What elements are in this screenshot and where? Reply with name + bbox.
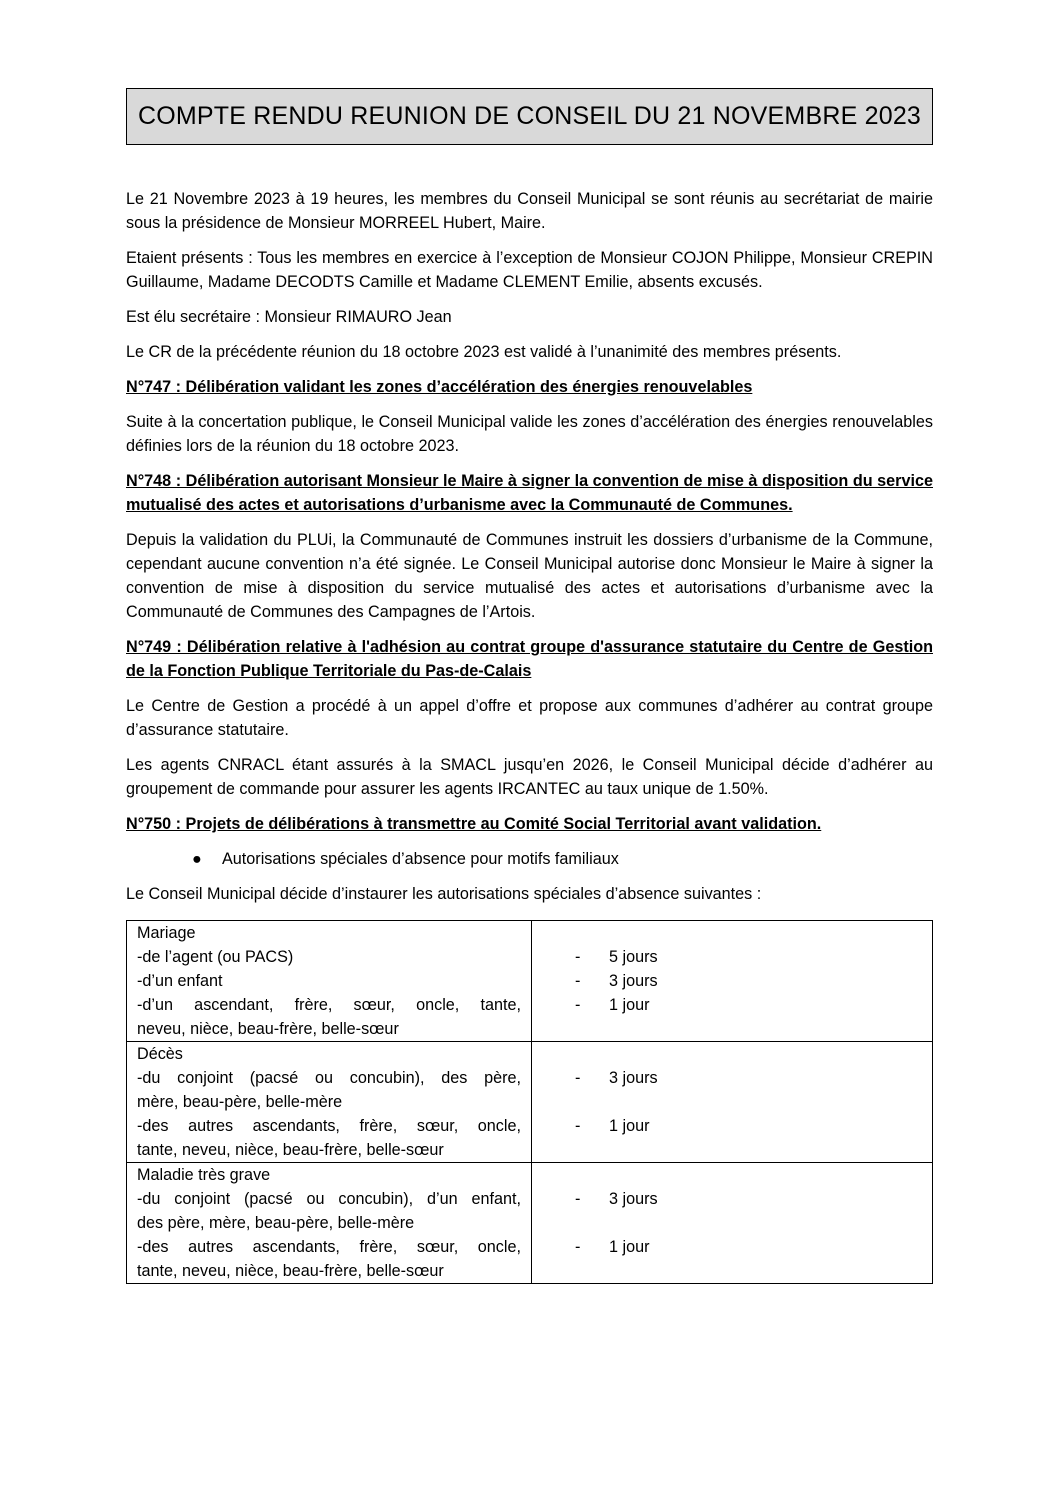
table-row <box>127 1163 933 1284</box>
bullet-text: Autorisations spéciales d’absence pour motifs familiaux <box>222 850 619 868</box>
table-cell-left: Mariage -de l’agent (ou PACS) -d’un enfant -d’un ascendant, frère, sœur, oncle, tante, neveu, nièce, beau-frère, belle-sœur <box>127 921 532 1042</box>
bullet-item <box>126 847 933 871</box>
bullet-icon: ● <box>192 850 202 868</box>
table-cell-right: - 5 jours - 3 jours - 1 jour <box>532 921 933 1042</box>
deliberation-paragraph: Suite à la concertation publique, le Conseil Municipal valide les zones d’accélération des énergies renouvelables définies lors de la réunion du 18 octobre 2023. <box>126 413 933 455</box>
intro-paragraph: Etaient présents : Tous les membres en exercice à l’exception de Monsieur COJON Philippe, Monsieur CREPIN Guillaume, Madame DECODTS Camille et Madame CLEMENT Emilie, absents excusés. <box>126 249 933 291</box>
table-cell-left: Décès -du conjoint (pacsé ou concubin), des père, mère, beau-père, belle-mère -des autres ascendants, frère, sœur, oncle, tante, neveu, nièce, beau-frère, belle-sœur <box>127 1042 532 1163</box>
intro-paragraph: Le CR de la précédente réunion du 18 octobre 2023 est validé à l’unanimité des membres présents. <box>126 343 842 361</box>
absence-table <box>126 920 933 1284</box>
deliberation-heading-747: N°747 : Délibération validant les zones d’accélération des énergies renouvelables <box>126 378 753 396</box>
table-cell-right: - 3 jours - 1 jour <box>532 1163 933 1284</box>
deliberation-paragraph: Les agents CNRACL étant assurés à la SMACL jusqu’en 2026, le Conseil Municipal décide d’adhérer au groupement de commande pour assurer les agents IRCANTEC au taux unique de 1.50%. <box>126 756 933 798</box>
table-cell-right: - 3 jours - 1 jour <box>532 1042 933 1163</box>
document-page <box>126 88 933 1284</box>
table-row <box>127 1042 933 1163</box>
deliberation-heading-749: N°749 : Délibération relative à l'adhésion au contrat groupe d'assurance statutaire du Centre de Gestion de la Fonction Publique Territoriale du Pas-de-Calais <box>126 638 933 680</box>
document-body <box>126 187 933 1284</box>
deliberation-paragraph: Le Centre de Gestion a procédé à un appel d’offre et propose aux communes d’adhérer au contrat groupe d’assurance statutaire. <box>126 697 933 739</box>
table-row <box>127 921 933 1042</box>
intro-paragraph: Est élu secrétaire : Monsieur RIMAURO Jean <box>126 308 452 326</box>
intro-paragraph: Le 21 Novembre 2023 à 19 heures, les membres du Conseil Municipal se sont réunis au secrétariat de mairie sous la présidence de Monsieur MORREEL Hubert, Maire. <box>126 190 933 232</box>
deliberation-heading-750: N°750 : Projets de délibérations à transmettre au Comité Social Territorial avant validation. <box>126 815 822 833</box>
deliberation-paragraph: Depuis la validation du PLUi, la Communauté de Communes instruit les dossiers d’urbanisme de la Commune, cependant aucune convention n’a été signée. Le Conseil Municipal autorise donc Monsieur le Maire à signer la convention de mise à disposition du service mutualisé des actes et autorisations d’urbanisme avec la Communauté de Communes des Campagnes de l’Artois. <box>126 531 933 621</box>
table-cell-left: Maladie très grave -du conjoint (pacsé ou concubin), d’un enfant, des père, mère, beau-père, belle-mère -des autres ascendants, frère, sœur, oncle, tante, neveu, nièce, beau-frère, belle-sœur <box>127 1163 532 1284</box>
table-intro: Le Conseil Municipal décide d’instaurer les autorisations spéciales d’absence suivantes : <box>126 885 762 903</box>
deliberation-heading-748: N°748 : Délibération autorisant Monsieur le Maire à signer la convention de mise à disposition du service mutualisé des actes et autorisations d’urbanisme avec la Communauté de Communes. <box>126 472 933 514</box>
document-title: COMPTE RENDU REUNION DE CONSEIL DU 21 NOVEMBRE 2023 <box>126 88 933 145</box>
